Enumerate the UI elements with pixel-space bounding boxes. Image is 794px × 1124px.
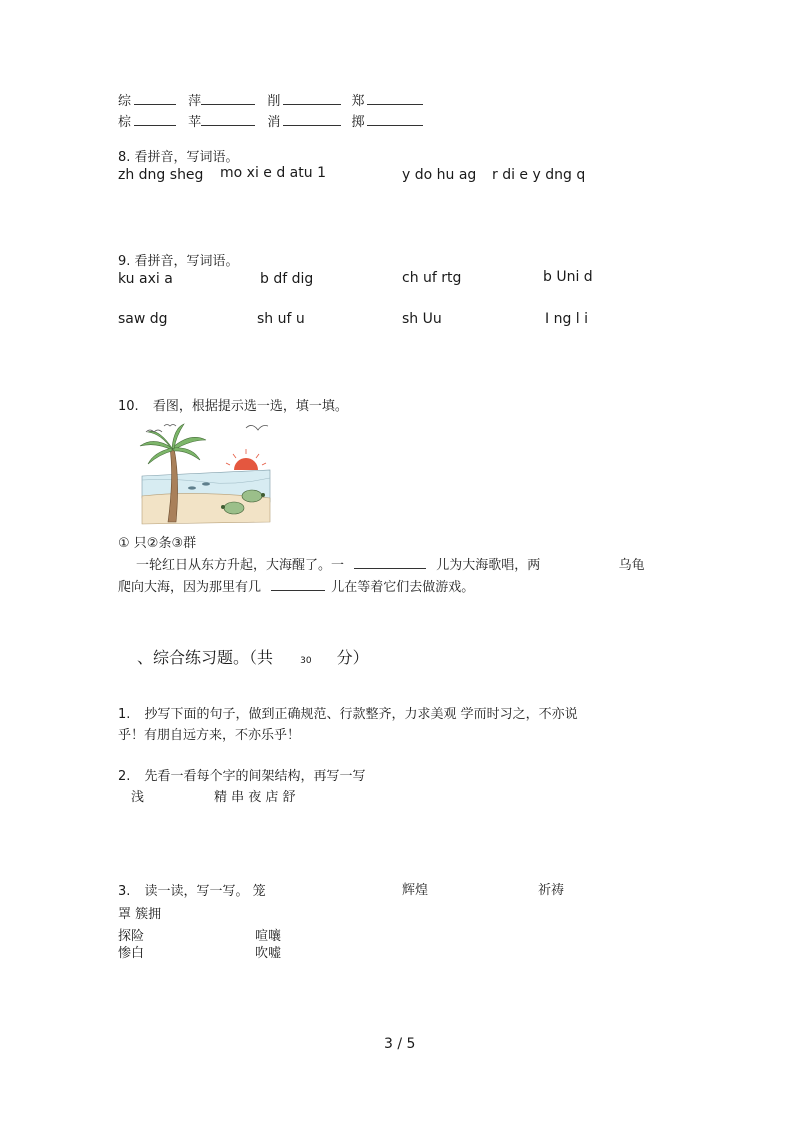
q9-pinyin-8: I ng l i	[545, 311, 589, 327]
s1-number: 1.	[118, 707, 131, 722]
char: 棕	[118, 115, 132, 130]
s3-word: 惨白	[118, 946, 145, 961]
q10-line-2	[118, 576, 474, 595]
s3-word: 吹嘘	[255, 946, 282, 961]
blank-line[interactable]	[367, 92, 423, 105]
fill-blank[interactable]	[271, 578, 325, 591]
q8-pinyin-4: r di e y dng q	[492, 167, 586, 183]
s3-word: 喧嚷	[255, 929, 282, 944]
s2-number: 2.	[118, 769, 131, 784]
char-row-2	[118, 111, 423, 130]
s3-word: 祈祷	[538, 883, 565, 898]
s1-line-1	[118, 703, 578, 722]
s3-word: 罩 簇拥	[118, 907, 162, 922]
q10-text: 乌龟	[618, 558, 645, 573]
char-row-1	[118, 90, 423, 109]
q10-options: ① 只②条③群	[118, 536, 197, 551]
q8-pinyin-3: y do hu ag	[402, 167, 477, 183]
page-number: 3 / 5	[384, 1036, 416, 1052]
q8-title: 8. 看拼音，写词语。	[118, 150, 239, 165]
blank-line[interactable]	[283, 113, 341, 126]
section-title: 、综合练习题。（共	[137, 648, 274, 667]
s3-heading	[118, 880, 266, 899]
blank-line[interactable]	[134, 113, 176, 126]
fill-blank[interactable]	[354, 556, 426, 569]
s3-word: 探险	[118, 929, 145, 944]
s1-text: 抄写下面的句子，做到正确规范、行款整齐，力求美观 学而时习之，不亦说	[144, 707, 578, 722]
q9-pinyin-1: ku axi a	[118, 271, 173, 287]
q10-number: 10.	[118, 399, 139, 414]
q9-pinyin-4: b Uni d	[543, 269, 593, 285]
section-points: 30	[300, 656, 312, 666]
q8-pinyin-2: mo xi e d atu 1	[220, 165, 326, 181]
s2-chars-b: 精 串 夜 店 舒	[214, 790, 296, 805]
q10-text: 爬向大海，因为那里有几	[118, 580, 262, 595]
section-suffix: 分）	[336, 648, 369, 667]
s3-number: 3.	[118, 884, 131, 899]
s3-title: 读一读，写一写。 笼	[144, 884, 266, 899]
q9-pinyin-3: ch uf rtg	[402, 270, 462, 286]
q10-text: 儿为大海歌唱，两	[436, 558, 541, 573]
q10-heading	[118, 395, 348, 414]
s2-heading	[118, 765, 366, 784]
q9-pinyin-7: sh Uu	[402, 311, 442, 327]
q9-pinyin-6: sh uf u	[257, 311, 305, 327]
blank-line[interactable]	[367, 113, 423, 126]
q10-text: 一轮红日从东方升起，大海醒了。一	[136, 558, 345, 573]
s1-line-2: 乎！有朋自远方来，不亦乐乎！	[118, 728, 301, 743]
q8-pinyin-1: zh dng sheg	[118, 167, 204, 183]
char: 萍	[188, 94, 202, 109]
char: 掷	[351, 115, 365, 130]
blank-line[interactable]	[134, 92, 176, 105]
q9-pinyin-2: b df dig	[260, 271, 314, 287]
char: 消	[267, 115, 281, 130]
beach-illustration	[134, 418, 272, 528]
s2-char-a: 浅	[131, 790, 145, 805]
blank-line[interactable]	[283, 92, 341, 105]
q9-pinyin-5: saw dg	[118, 311, 168, 327]
blank-line[interactable]	[201, 113, 255, 126]
char: 苹	[188, 115, 202, 130]
blank-line[interactable]	[201, 92, 255, 105]
char: 综	[118, 94, 132, 109]
q10-line-1	[118, 554, 678, 573]
s2-title: 先看一看每个字的间架结构，再写一写	[144, 769, 366, 784]
char: 削	[267, 94, 281, 109]
beach-scene-image	[134, 418, 272, 528]
s3-word: 辉煌	[402, 883, 429, 898]
q10-title: 看图，根据提示选一选，填一填。	[152, 399, 348, 414]
char: 郑	[351, 94, 365, 109]
section-heading	[137, 645, 369, 668]
q9-title: 9. 看拼音，写词语。	[118, 254, 239, 269]
q10-text: 儿在等着它们去做游戏。	[331, 580, 475, 595]
